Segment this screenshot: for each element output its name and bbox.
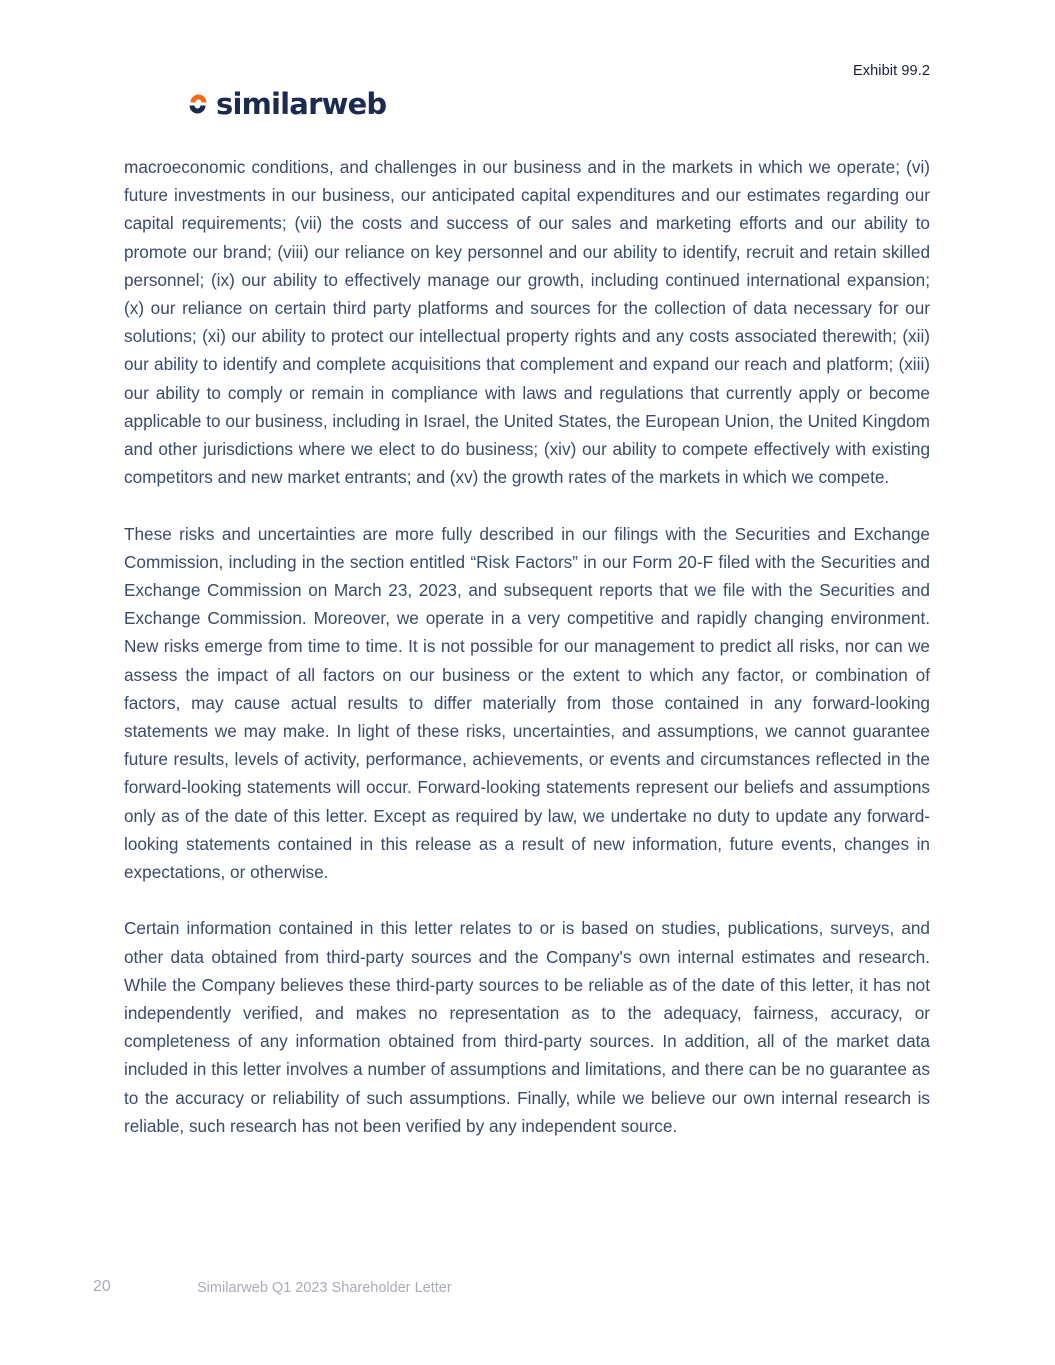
letter-body	[124, 153, 930, 1168]
page-number: 20	[93, 1278, 111, 1295]
paragraph-third-party-data: Certain information contained in this letter relates to or is based on studies, publications, surveys, and other data obtained from third-party sources and the Company's own internal estimates and research. While the Company believes these third-party sources to be reliable as of the date of this letter, it has not independently verified, and makes no representation as to the adequacy, fairness, accuracy, or completeness of any information obtained from third-party sources. In addition, all of the market data included in this letter involves a number of assumptions and limitations, and there can be no guarantee as to the accuracy or reliability of such assumptions. Finally, while we believe our own internal research is reliable, such research has not been verified by any independent source.	[124, 918, 930, 1136]
paragraph-risk-list: macroeconomic conditions, and challenges in our business and in the markets in which we operate; (vi) future investments in our business, our anticipated capital expenditures and our estimates regarding our capital requirements; (vii) the costs and success of our sales and marketing efforts and our ability to promote our brand; (viii) our reliance on key personnel and our ability to identify, recruit and retain skilled personnel; (ix) our ability to effectively manage our growth, including continued international expansion; (x) our reliance on certain third party platforms and sources for the collection of data necessary for our solutions; (xi) our ability to protect our intellectual property rights and any costs associated therewith; (xii) our ability to identify and complete acquisitions that complement and expand our reach and platform; (xiii) our ability to comply or remain in compliance with laws and regulations that currently apply or become applicable to our business, including in Israel, the United States, the European Union, the United Kingdom and other jurisdictions where we elect to do business; (xiv) our ability to compete effectively with existing competitors and new market entrants; and (xv) the growth rates of the markets in which we compete.	[124, 157, 930, 488]
paragraph-risk-disclosure: These risks and uncertainties are more fully described in our filings with the Securities and Exchange Commission, including in the section entitled “Risk Factors” in our Form 20-F filed with the Securities and Exchange Commission on March 23, 2023, and subsequent reports that we file with the Securities and Exchange Commission. Moreover, we operate in a very competitive and rapidly changing environment. New risks emerge from time to time. It is not possible for our management to predict all risks, nor can we assess the impact of all factors on our business or the extent to which any factor, or combination of factors, may cause actual results to differ materially from those contained in any forward-looking statements we may make. In light of these risks, uncertainties, and assumptions, we cannot guarantee future results, levels of activity, performance, achievements, or events and circumstances reflected in the forward-looking statements will occur. Forward-looking statements represent our beliefs and assumptions only as of the date of this letter. Except as required by law, we undertake no duty to update any forward-looking statements contained in this release as a result of new information, future events, changes in expectations, or otherwise.	[124, 523, 930, 883]
exhibit-label: Exhibit 99.2	[853, 63, 930, 79]
footer-title: Similarweb Q1 2023 Shareholder Letter	[197, 1280, 452, 1296]
company-logo	[186, 84, 386, 124]
logo-wordmark: similarweb	[216, 87, 387, 121]
similarweb-logo-icon	[186, 92, 210, 116]
